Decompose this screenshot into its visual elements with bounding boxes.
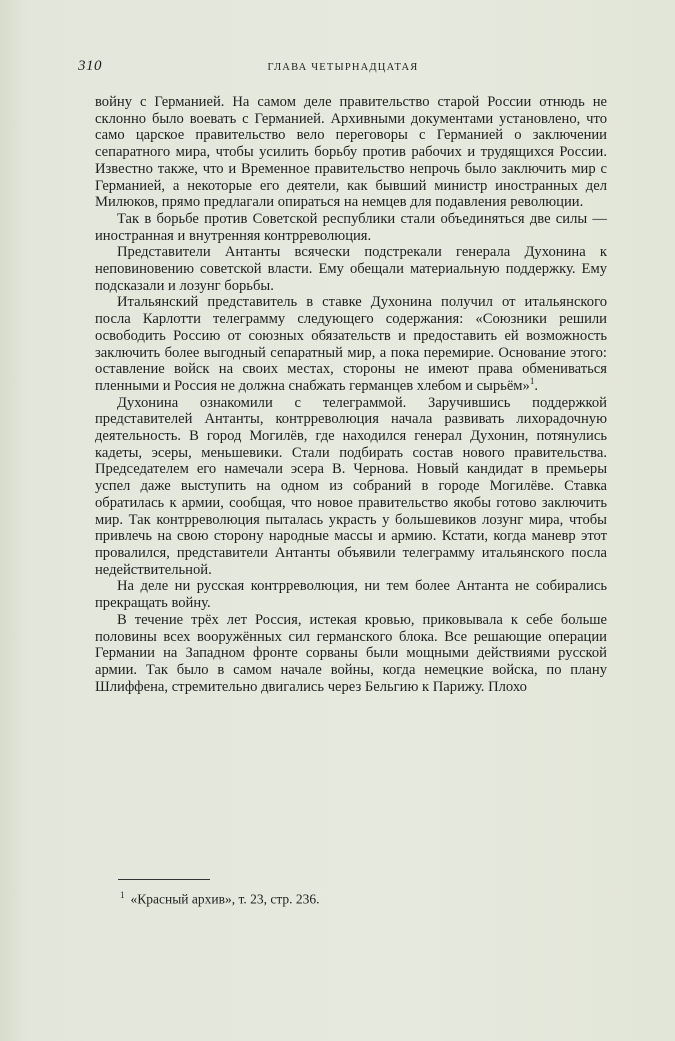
page-number: 310: [78, 58, 102, 74]
paragraph: Представители Антанты всячески подстрекали генерала Духонина к неповиновению советской власти. Ему обещали материальную поддержку. Ему подсказали и лозунг борьбы.: [95, 244, 607, 294]
paragraph: Итальянский представитель в ставке Духонина получил от итальянского посла Карлотти телеграмму следующего содержания: «Союзники решили освободить Россию от союзных обязательств и предоставить ей возможность заключить более выгодный сепаратный мир, а пока перемирие. Основание этого: оставление войск на своих местах, стороны не имеют права обмениваться пленными и Россия не должна снабжать германцев хлебом и сырьём»$^1$.: [95, 294, 607, 394]
footnote-reference: 1: [529, 376, 535, 387]
paragraph: Так в борьбе против Советской республики стали объединяться две силы — иностранная и внутренняя контрреволюция.: [95, 210, 607, 244]
page-header: [78, 58, 608, 80]
paragraph: Духонина ознакомили с телеграммой. Заручившись поддержкой представителей Антанты, контрреволюция начала развивать лихорадочную деятельность. В город Могилёв, где находился генерал Духонин, потянулись кадеты, эсеры, меньшевики. Стали подбирать состав нового правительства. Председателем его намечали эсера В. Чернова. Новый кандидат в премьеры успел даже выступить на одном из собраний в городе Могилёве. Ставка обратилась к армии, сообщая, что новое правительство якобы готово заключить мир. Так контрреволюция пыталась украсть у большевиков лозунг мира, чтобы привлечь на свою сторону народные массы и армию. Кстати, когда маневр этот провалился, представители Антанты объявили телеграмму итальянского посла недействительной.: [95, 394, 607, 578]
running-head: ГЛАВА ЧЕТЫРНАДЦАТАЯ: [267, 62, 419, 73]
footnote-divider: [118, 879, 210, 880]
footnote-text: «Красный архив», т. 23, стр. 236.: [130, 891, 320, 907]
body-text: [95, 94, 607, 695]
footnote-mark: 1: [120, 890, 125, 900]
paragraph: В течение трёх лет Россия, истекая кровью, приковывала к себе больше половины всех вооружённых сил германского блока. Все решающие операции Германии на Западном фронте сорваны были мощными действиями русской армии. Так было в самом начале войны, когда немецкие войска, по плану Шлиффена, стремительно двигались через Бельгию к Парижу. Плохо: [95, 611, 607, 695]
paragraph: войну с Германией. На самом деле правительство старой России отнюдь не склонно было воевать с Германией. Архивными документами установлено, что само царское правительство вело переговоры с Германией о заключении сепаратного мира, чтобы усилить борьбу против рабочих и трудящихся России. Известно также, что и Временное правительство непрочь было заключить мир с Германией, а некоторые его деятели, как бывший министр иностранных дел Милюков, прямо предлагали опираться на немцев для подавления революции.: [95, 94, 607, 211]
footnote: [120, 887, 590, 908]
quote-paragraph-text: Итальянский представитель в ставке Духонина получил от итальянского посла Карлотти телеграмму следующего содержания: «Союзники решили освободить Россию от союзных обязательств и предоставить ей возможность заключить более выгодный сепаратный мир, а пока перемирие. Основание этого: оставление войск на своих местах, стороны не имеют права обмениваться пленными и Россия не должна снабжать германцев хлебом и сырьём»: [95, 294, 607, 394]
paragraph: На деле ни русская контрреволюция, ни тем более Антанта не собирались прекращать войну.: [95, 578, 607, 612]
